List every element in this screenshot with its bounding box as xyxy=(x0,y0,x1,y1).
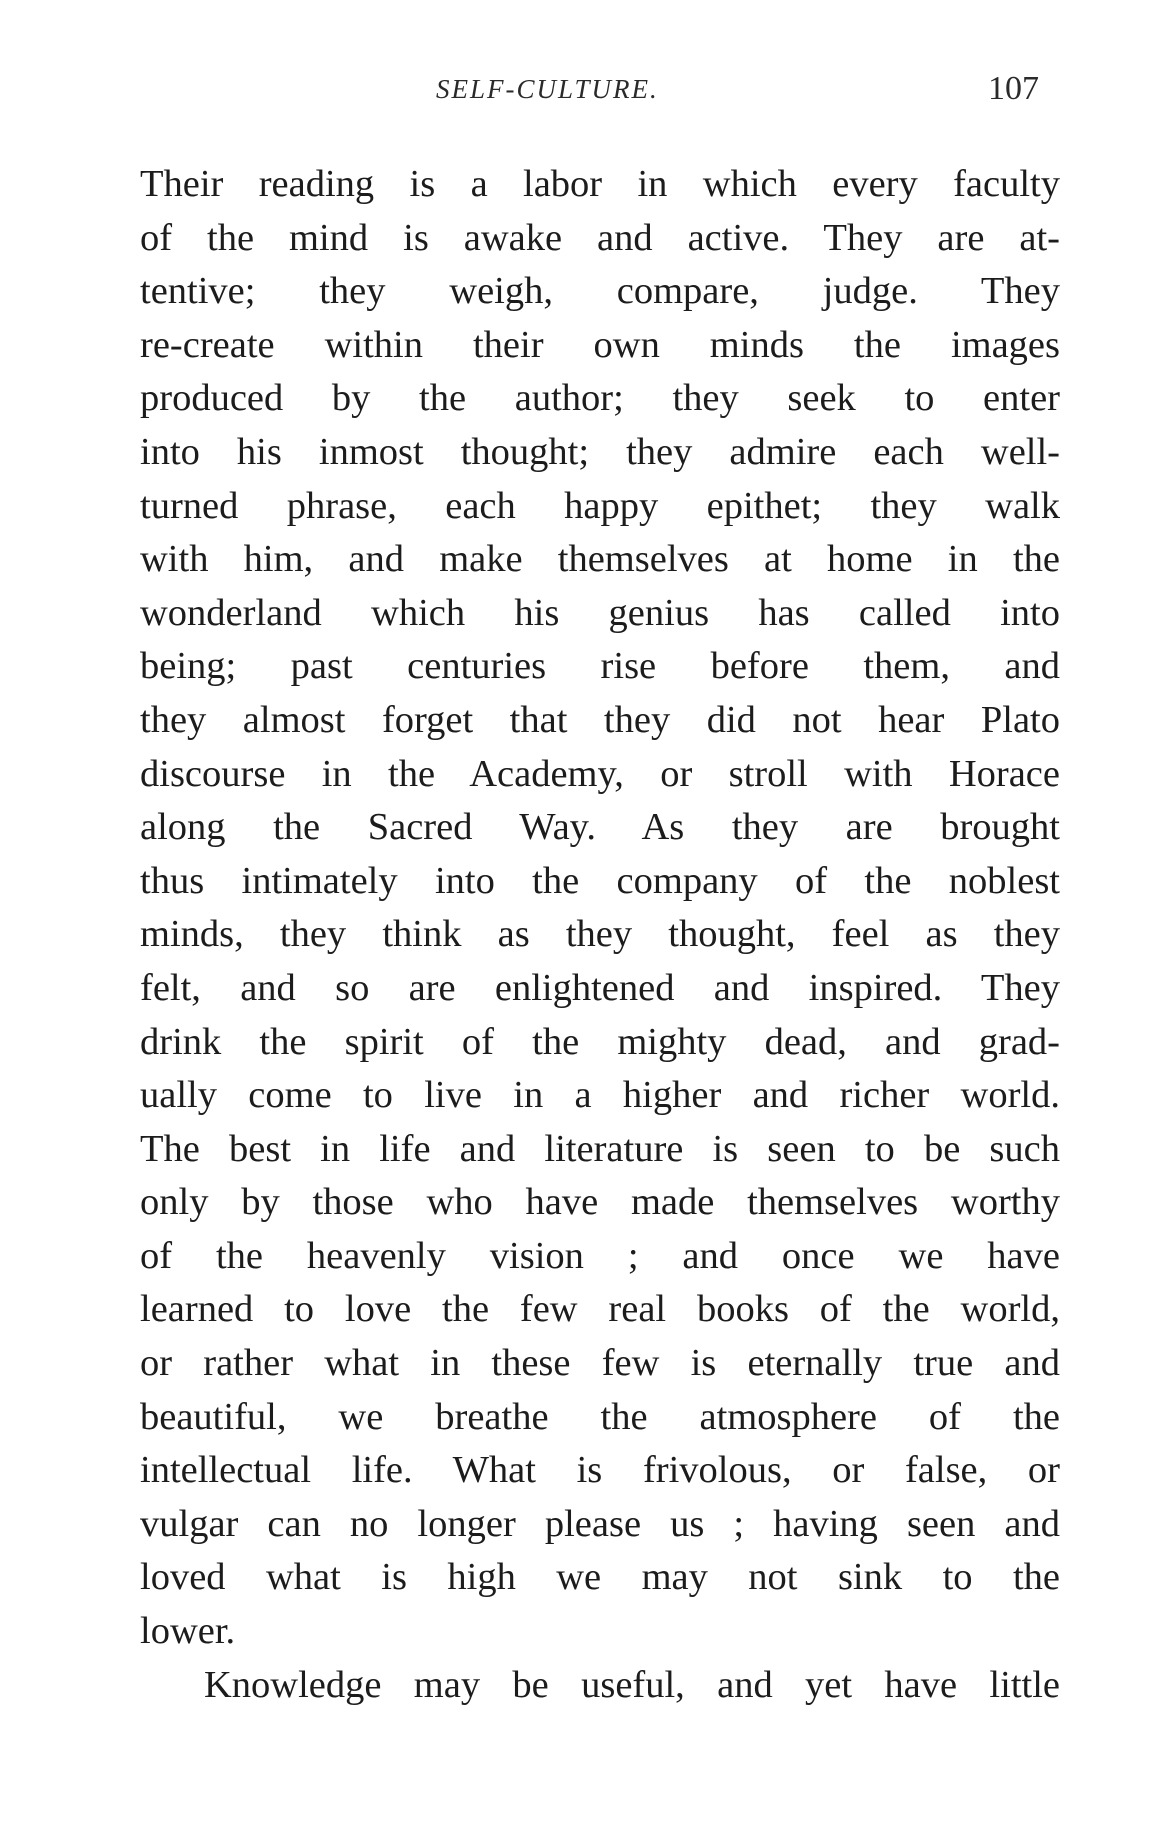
text-line: being; past centuries rise before them, and xyxy=(140,645,1060,688)
running-head: SELF-CULTURE. xyxy=(436,74,659,104)
text-line: beautiful, we breathe the atmosphere of the xyxy=(140,1395,1060,1438)
text-line: turned phrase, each happy epithet; they walk xyxy=(140,484,1060,527)
page-number: 107 xyxy=(988,70,1039,107)
text-line: or rather what in these few is eternally true and xyxy=(140,1342,1060,1385)
text-line: intellectual life. What is frivolous, or false, or xyxy=(140,1449,1060,1492)
text-line: wonderland which his genius has called into xyxy=(140,591,1060,634)
text-line: Their reading is a labor in which every faculty xyxy=(140,163,1060,205)
text-line: learned to love the few real books of the world, xyxy=(140,1288,1060,1331)
text-line: loved what is high we may not sink to the xyxy=(140,1556,1060,1599)
text-line: of the mind is awake and active. They are at- xyxy=(140,216,1060,259)
paragraph xyxy=(140,1659,1060,1713)
text-line: drink the spirit of the mighty dead, and grad- xyxy=(140,1020,1060,1063)
text-line: thus intimately into the company of the noblest xyxy=(140,859,1060,902)
text-line: discourse in the Academy, or stroll with Horace xyxy=(140,752,1060,795)
text-line: re-create within their own minds the images xyxy=(140,323,1060,366)
text-line: with him, and make themselves at home in the xyxy=(140,538,1060,581)
text-line: Knowledge may be useful, and yet have little xyxy=(204,1663,1060,1706)
text-line: minds, they think as they thought, feel as they xyxy=(140,913,1060,956)
paragraph xyxy=(140,158,1060,1659)
text-line: ually come to live in a higher and richer world. xyxy=(140,1074,1060,1117)
text-line: vulgar can no longer please us ; having seen and xyxy=(140,1502,1060,1545)
text-line: of the heavenly vision ; and once we have xyxy=(140,1234,1060,1277)
text-line: produced by the author; they seek to enter xyxy=(140,377,1060,420)
text-line: into his inmost thought; they admire each well- xyxy=(140,430,1060,473)
text-line: The best in life and literature is seen to be such xyxy=(140,1127,1060,1170)
text-line: they almost forget that they did not hear Plato xyxy=(140,698,1060,741)
text-line: lower. xyxy=(140,1610,236,1653)
text-line: along the Sacred Way. As they are brought xyxy=(140,806,1060,849)
text-line: only by those who have made themselves worthy xyxy=(140,1181,1060,1224)
text-line: felt, and so are enlightened and inspired. They xyxy=(140,966,1060,1009)
text-line: tentive; they weigh, compare, judge. They xyxy=(140,270,1060,313)
body-text xyxy=(140,158,1060,1712)
